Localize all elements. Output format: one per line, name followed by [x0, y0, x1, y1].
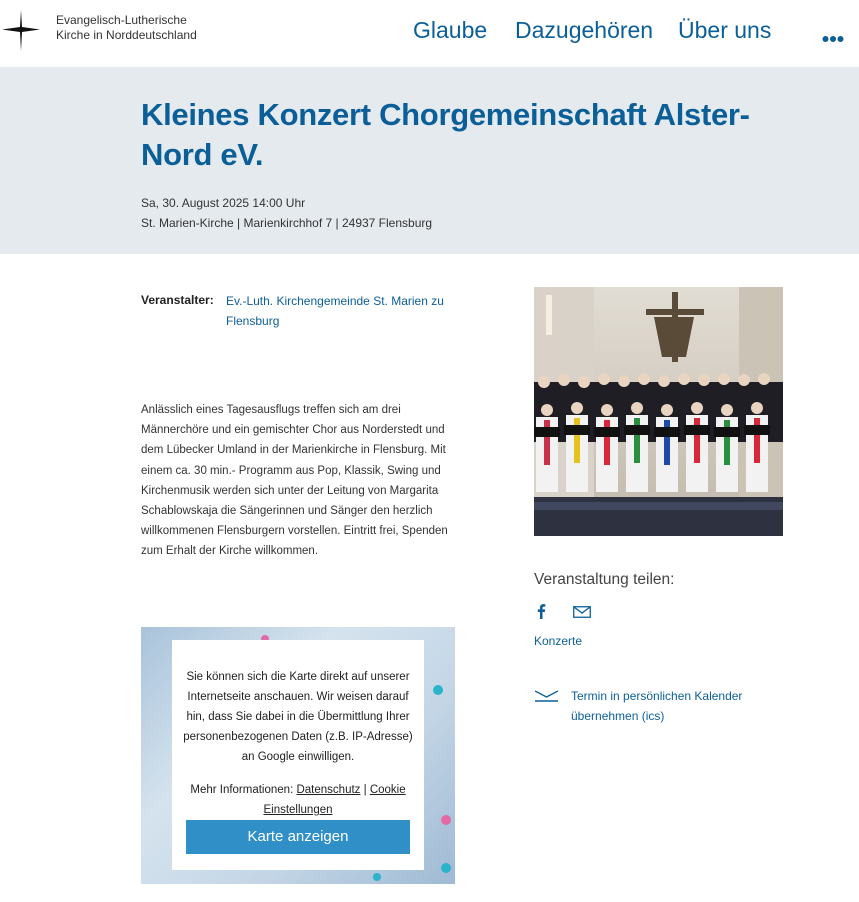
category-link-konzerte[interactable]: Konzerte — [534, 634, 583, 648]
map-consent-card — [172, 640, 424, 870]
map-more-prefix: Mehr Informationen: — [190, 784, 294, 796]
map-marker — [373, 873, 381, 881]
map-more-info — [182, 780, 414, 820]
site-header — [0, 0, 859, 67]
choir-photo-image — [534, 287, 783, 536]
show-map-button[interactable]: Karte anzeigen — [186, 820, 410, 854]
page-title: Kleines Konzert Chorgemeinschaft Alster-Nord eV. — [141, 97, 750, 172]
facebook-icon[interactable] — [535, 603, 547, 619]
nav-item-glaube[interactable]: Glaube — [413, 17, 488, 43]
organizer-link[interactable]: Ev.-Luth. Kirchengemeinde St. Marien zu Flensburg — [226, 294, 444, 328]
choir-photo — [534, 287, 783, 536]
more-dots-icon[interactable] — [822, 35, 844, 43]
calendar-download-icon — [535, 690, 558, 702]
nav-item-ueber-uns[interactable]: Über uns — [678, 17, 772, 43]
calendar-export-link[interactable]: Termin in persönlichen Kalender übernehmen (ics) — [571, 689, 743, 723]
logo-line-1: Evangelisch-Lutherische — [56, 13, 187, 27]
site-logo-text[interactable] — [56, 13, 197, 43]
event-date: Sa, 30. August 2025 14:00 Uhr — [141, 196, 306, 210]
logo-line-2: Kirche in Norddeutschland — [56, 28, 197, 42]
cross-logo-icon[interactable] — [2, 10, 40, 51]
event-location: St. Marien-Kirche | Marienkirchhof 7 | 24937 Flensburg — [141, 216, 433, 230]
nav-item-dazugehoeren[interactable]: Dazugehören — [515, 17, 654, 43]
privacy-link[interactable]: Datenschutz — [296, 784, 361, 796]
organizer-label: Veranstalter: — [141, 293, 214, 307]
map-marker — [441, 815, 451, 825]
event-hero — [0, 67, 859, 254]
map-placeholder — [141, 627, 455, 884]
map-marker — [433, 685, 443, 695]
link-separator: | — [363, 784, 367, 796]
cookie-settings-link[interactable]: Cookie Einstellungen — [263, 784, 406, 816]
share-title: Veranstaltung teilen: — [534, 571, 675, 588]
map-marker — [441, 863, 451, 873]
mail-icon[interactable] — [573, 606, 591, 618]
event-description: Anlässlich eines Tagesausflugs treffen sich am drei Männerchöre und ein gemischter Chor aus Norderstedt und dem Lübecker Umland in der Marienkirche in Flensburg. Mit einem ca. 30 min.- Programm aus Pop, Klassik, Swing und Kirchenmusik werden sich unter der Leitung von Margarita Schablowskaja die Sängerinnen und Sänger den herzlich willkommenen Flensburgern vorstellen. Eintritt frei, Spenden zum Erhalt der Kirche willkommen. — [141, 404, 448, 558]
map-consent-text: Sie können sich die Karte direkt auf unserer Internetseite anschauen. Wir weisen darauf hin, dass Sie dabei in die Übermittlung Ihrer personenbezogenen Daten (z.B. IP-Adresse) an Google einwilligen. — [183, 671, 413, 763]
